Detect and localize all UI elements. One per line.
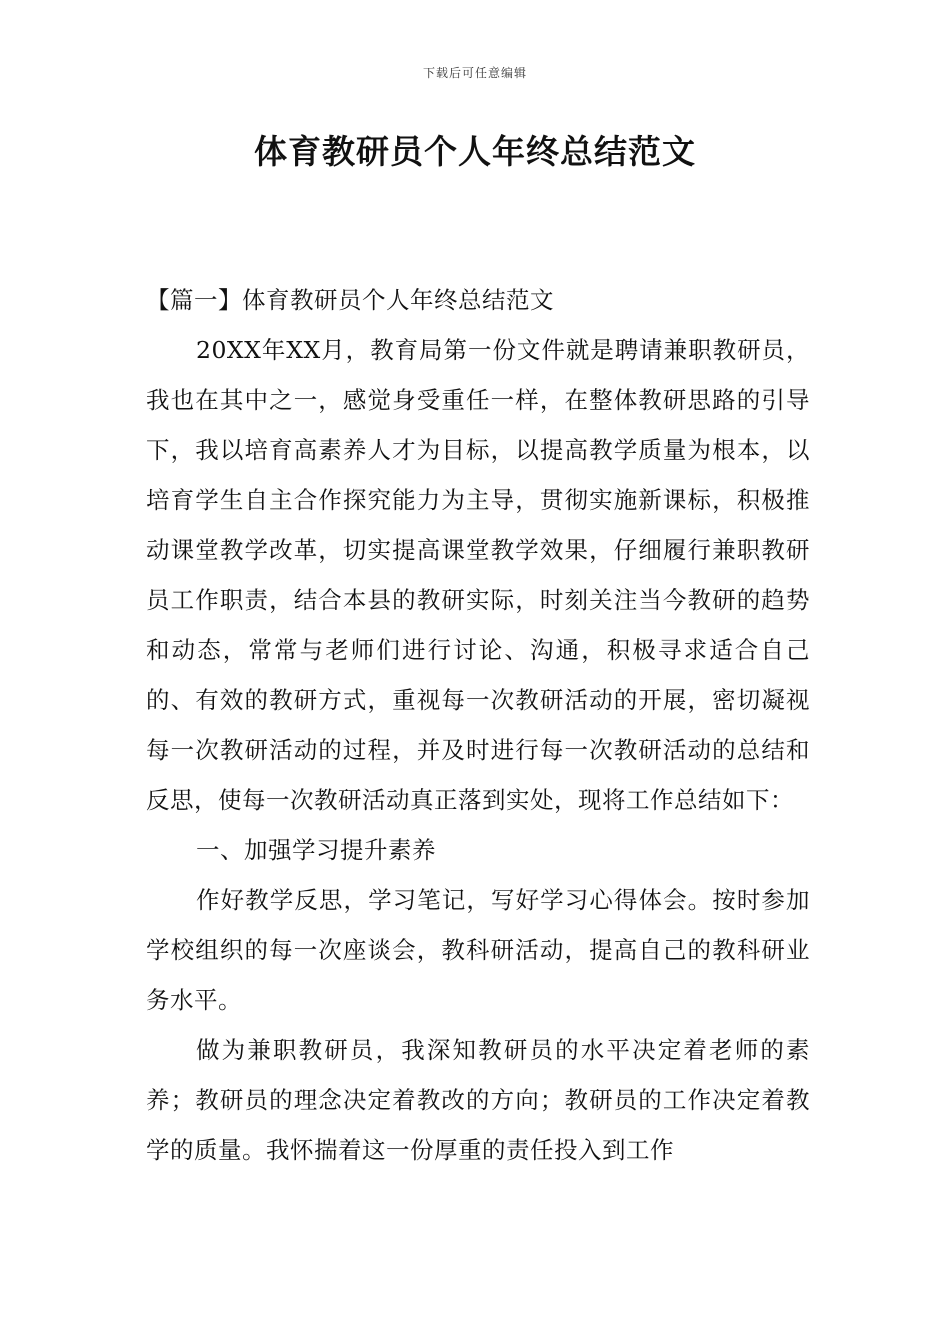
header-note: 下载后可任意编辑 xyxy=(422,66,527,80)
paragraph-3: 作好教学反思，学习笔记，写好学习心得体会。按时参加学校组织的每一次座谈会，教科研活动，提高自己的教科研业务水平。 xyxy=(146,886,810,1014)
document-title: 体育教研员个人年终总结范文 xyxy=(254,132,696,171)
paragraph-4: 做为兼职教研员，我深知教研员的水平决定着老师的素养；教研员的理念决定着教改的方向；教研员的工作决定着教学的质量。我怀揣着这一份厚重的责任投入到工作 xyxy=(146,1036,810,1164)
document-body xyxy=(146,275,810,1175)
section-heading: 【篇一】体育教研员个人年终总结范文 xyxy=(146,286,554,314)
paragraph-2-subheading: 一、加强学习提升素养 xyxy=(196,836,436,864)
paragraph-1: 20XX年XX月，教育局第一份文件就是聘请兼职教研员，我也在其中之一，感觉身受重任一样，在整体教研思路的引导下，我以培育高素养人才为目标，以提高教学质量为根本，以培育学生自主合作探究能力为主导，贯彻实施新课标，积极推动课堂教学改革，切实提高课堂教学效果，仔细履行兼职教研员工作职责，结合本县的教研实际，时刻关注当今教研的趋势和动态，常常与老师们进行讨论、沟通，积极寻求适合自己的、有效的教研方式，重视每一次教研活动的开展，密切凝视每一次教研活动的过程，并及时进行每一次教研活动的总结和反思，使每一次教研活动真正落到实处，现将工作总结如下： xyxy=(146,336,810,814)
